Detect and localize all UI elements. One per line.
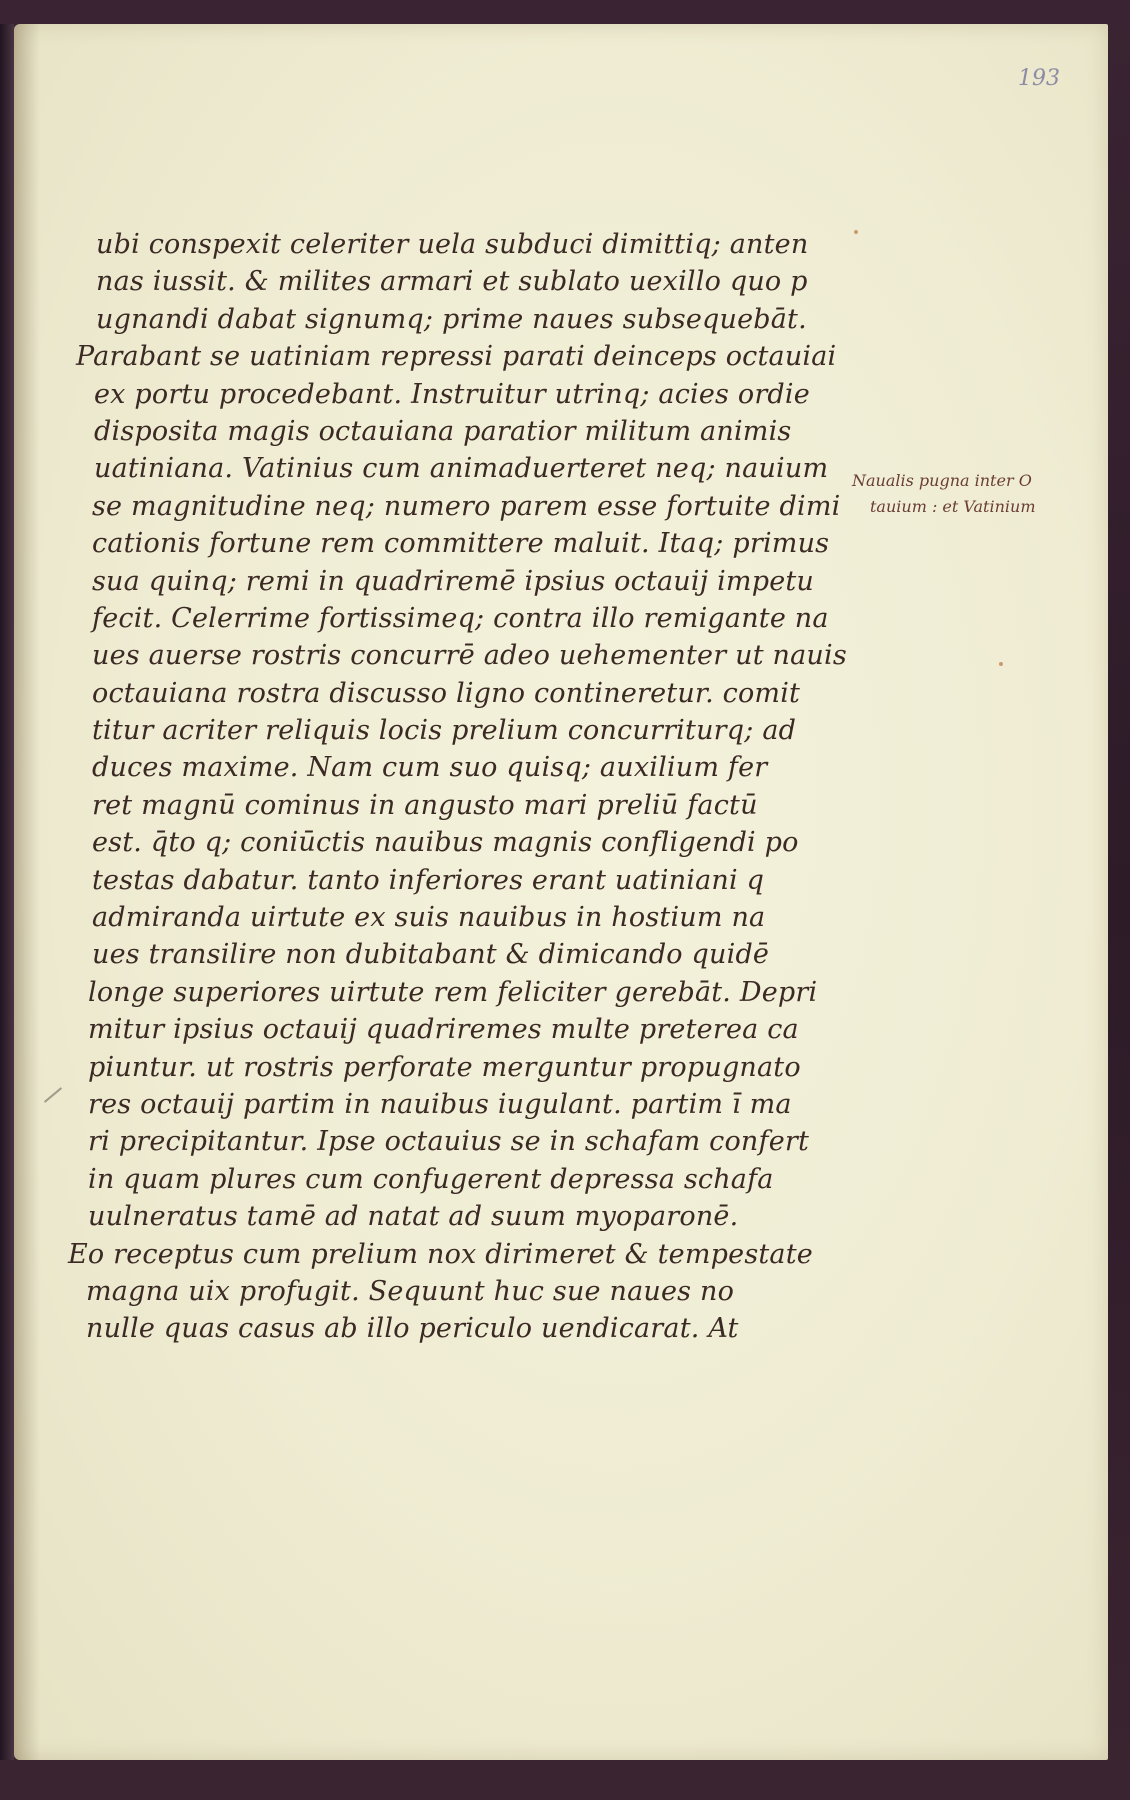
text-line: admiranda uirtute ex suis nauibus in hostium na [92,902,766,934]
text-line: disposita magis octauiana paratior militum animis [94,415,792,447]
marginal-note [852,468,1102,520]
text-line: octauiana rostra discusso ligno contineretur. comit [92,677,801,709]
text-line: ues auerse rostris concurrē adeo uehementer ut nauis [92,640,847,672]
text-line: magna uix profugit. Sequunt huc sue naues no [86,1275,735,1307]
text-line: ugnandi dabat signumq; prime naues subsequebāt. [96,303,807,335]
text-line: ret magnū cominus in angusto mari preliū factū [92,789,758,821]
text-line: nas iussit. & milites armari et sublato uexillo quo p [96,266,808,298]
text-line: uulneratus tamē ad natat ad suum myoparonē. [88,1201,739,1233]
text-line: titur acriter reliquis locis prelium concurriturq; ad [92,715,797,747]
marginal-note-line: tauium : et Vatinium [870,497,1036,516]
text-line: ues transilire non dubitabant & dimicando quidē [92,939,770,971]
text-line: fecit. Celerrime fortissimeq; contra illo remigante na [92,602,829,634]
ink-spot [854,230,858,234]
text-line: mitur ipsius octauij quadriremes multe preterea ca [88,1014,799,1046]
text-line: cationis fortune rem committere maluit. Itaq; primus [92,528,830,560]
text-line: duces maxime. Nam cum suo quisq; auxilium fer [92,752,768,784]
text-line: testas dabatur. tanto inferiores erant uatiniani q [92,864,765,896]
text-line: est. q̄to q; coniūctis nauibus magnis confligendi po [92,827,799,859]
text-line: nulle quas casus ab illo periculo uendicarat. At [86,1313,739,1345]
page-gutter-shadow [14,24,40,1760]
marginal-note-line: Naualis pugna inter O [852,471,1032,490]
text-line: Eo receptus cum prelium nox dirimeret & tempestate [68,1238,813,1270]
text-line: sua quinq; remi in quadriremē ipsius octauij impetu [92,565,815,597]
text-line: ubi conspexit celeriter uela subduci dimittiq; anten [96,229,809,260]
text-line: res octauij partim in nauibus iugulant. partim ī ma [88,1088,792,1120]
text-line: in quam plures cum confugerent depressa schafa [88,1163,774,1195]
text-line: uatiniana. Vatinius cum animaduerteret neq; nauium [94,453,829,485]
text-line: Parabant se uatiniam repressi parati deinceps octauiai [76,341,837,373]
main-text-column [68,226,847,1348]
text-line: se magnitudine neq; numero parem esse fortuite dimi [92,490,841,522]
text-line: piuntur. ut rostris perforate merguntur propugnato [88,1051,801,1083]
ink-spot [999,662,1003,666]
binding-edge [0,24,14,1760]
folio-number: 193 [1018,66,1060,91]
text-line: longe superiores uirtute rem feliciter gerebāt. Depri [88,976,818,1008]
text-line: ex portu procedebant. Instruitur utrinq; acies ordie [94,378,810,410]
text-line: ri precipitantur. Ipse octauius se in schafam confert [88,1126,810,1158]
